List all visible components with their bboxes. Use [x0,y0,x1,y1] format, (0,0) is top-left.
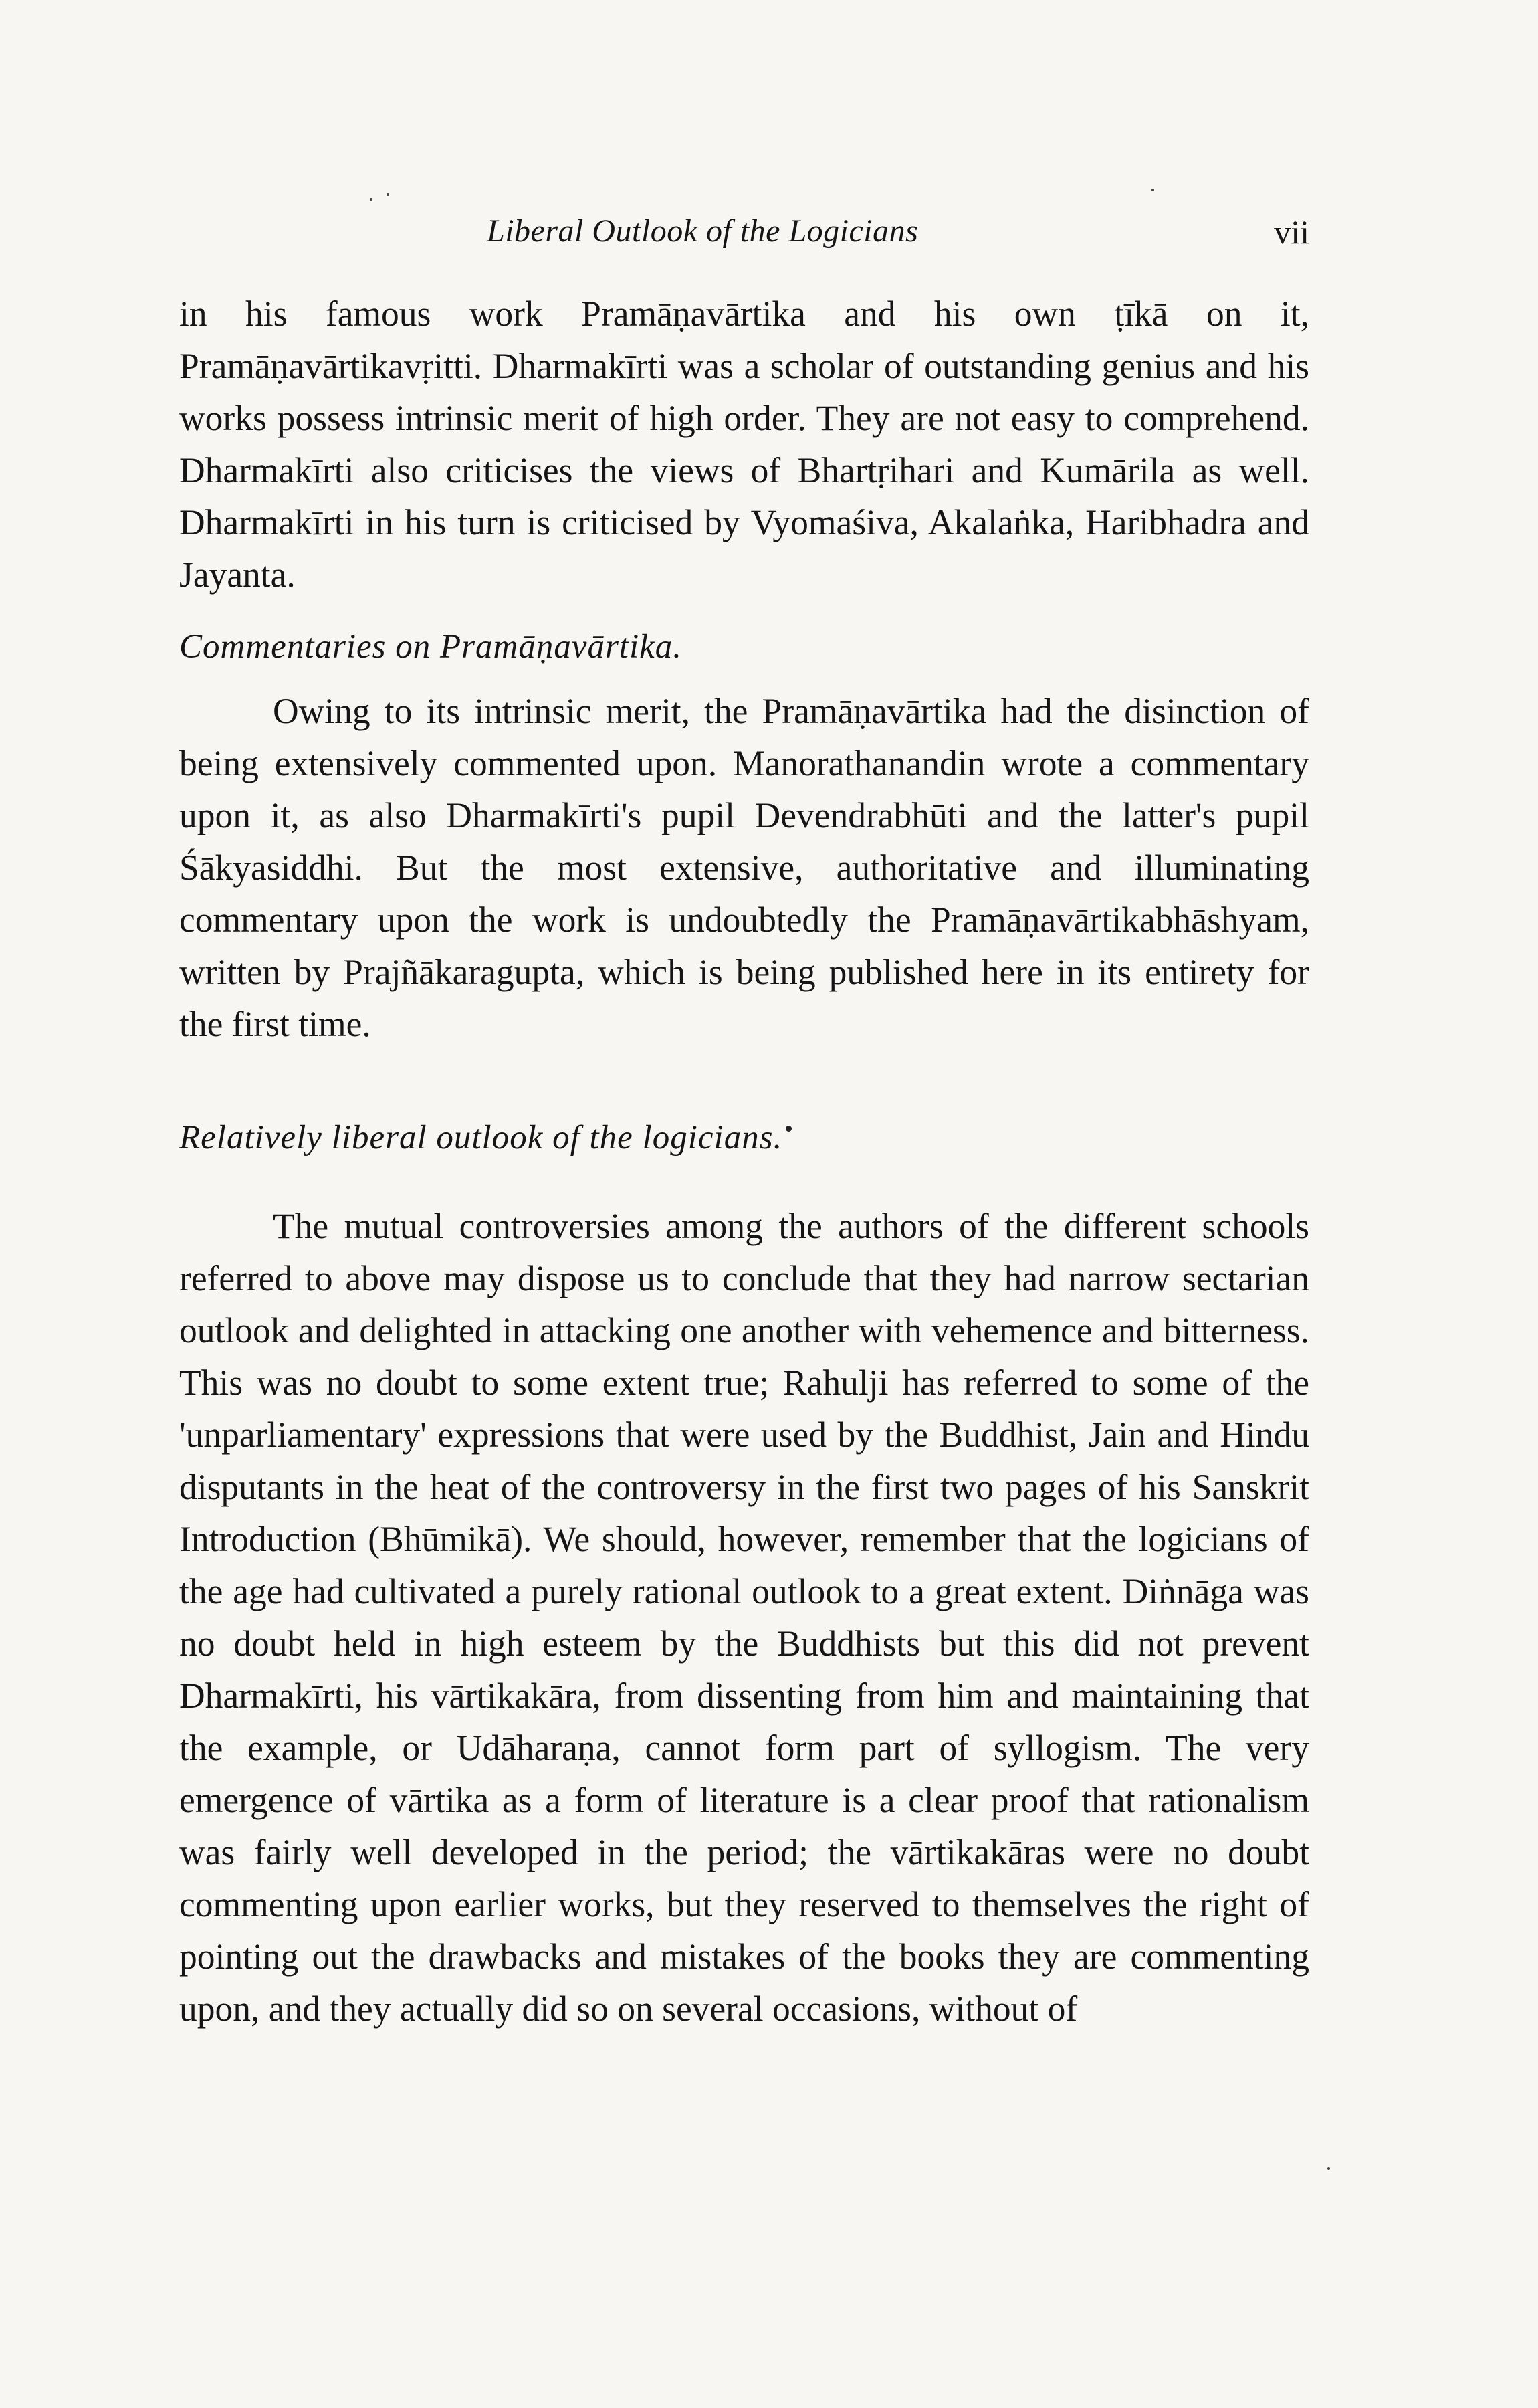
paragraph-liberal-outlook: The mutual controversies among the authors of the different schools referred to above may dispose us to conclude that they had narrow sectarian outlook and delighted in attacking one another with vehemence and bitterness. This was no doubt to some extent true; Rahulji has referred to some of the 'unparliamentary' expressions that were used by the Buddhist, Jain and Hindu disputants in the heat of the controversy in the first two pages of his Sanskrit Introduction (Bhūmikā). We should, however, remember that the logicians of the age had cultivated a purely rational outlook to a great extent. Diṅnāga was no doubt held in high esteem by the Buddhists but this did not prevent Dharmakīrti, his vārtikakāra, from dissenting from him and maintaining that the example, or Udāharaṇa, cannot form part of syllogism. The very emergence of vārtika as a form of literature is a clear proof that rationalism was fairly well developed in the period; the vārtikakāras were no doubt commenting upon earlier works, but they reserved to themselves the right of pointing out the drawbacks and mistakes of the books they are commenting upon, and they actually did so on several occasions, without of [179,1206,1309,2029]
dust-speck [1327,2167,1330,2170]
section-heading-commentaries: Commentaries on Pramāṇavārtika. [179,628,683,666]
page-header [179,213,1309,266]
body-text [179,288,1309,2035]
dust-speck [1151,189,1154,191]
dust-speck [387,193,389,196]
section-heading-liberal-outlook: Relatively liberal outlook of the logicians. [179,1119,783,1157]
ink-spot [786,1126,792,1132]
running-head: Liberal Outlook of the Logicians [487,213,919,249]
dust-speck [370,198,372,201]
page-number: vii [1274,213,1309,251]
paragraph-continuation: in his famous work Pramāṇavārtika and his own ṭīkā on it, Pramāṇavārtikavṛitti. Dharmakīrti was a scholar of outstanding genius and his works possess intrinsic merit of high order. They are not easy to comprehend. Dharmakīrti also criticises the views of Bhartṛihari and Kumārila as well. Dharmakīrti in his turn is criticised by Vyomaśiva, Akalaṅka, Haribhadra and Jayanta. [179,294,1309,595]
paragraph-commentaries: Owing to its intrinsic merit, the Pramāṇavārtika had the disinction of being extensively commented upon. Manorathanandin wrote a commentary upon it, as also Dharmakīrti's pupil Devendrabhūti and the latter's pupil Śākyasiddhi. But the most extensive, authoritative and illuminating commentary upon the work is undoubtedly the Pramāṇavārtikabhāshyam, written by Prajñākaragupta, which is being published here in its entirety for the first time. [179,691,1309,1044]
